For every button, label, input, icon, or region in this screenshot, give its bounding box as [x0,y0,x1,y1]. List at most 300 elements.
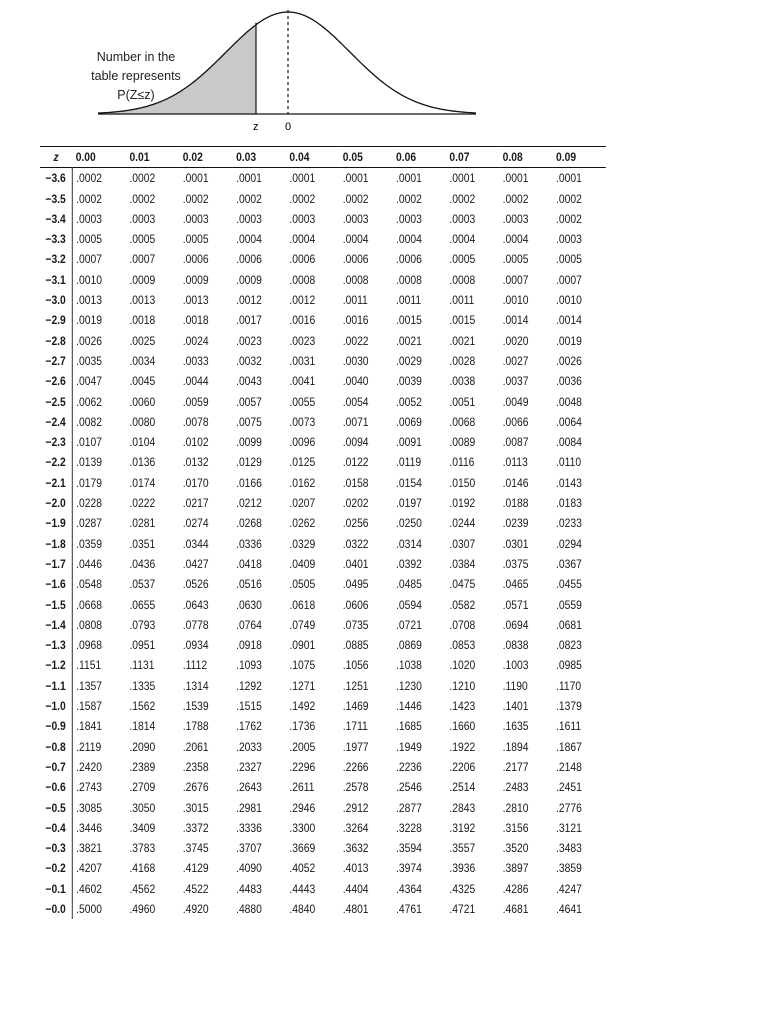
probability-cell: .2061 [182,739,209,754]
column-header: 0.09 [553,147,606,168]
probability-cell: .0022 [342,333,369,348]
row-z-value: −1.3 [40,635,72,655]
row-z-value: −3.6 [40,168,72,189]
probability-cell: .4602 [76,881,102,896]
row-z-value: −3.1 [40,270,72,290]
probability-cell: .1977 [342,739,369,754]
row-z-value: −2.0 [40,493,72,513]
row-z-value: −0.7 [40,757,72,777]
table-row [40,574,606,594]
probability-cell: .0010 [76,272,102,287]
probability-cell: .2643 [236,780,262,795]
probability-cell: .0002 [236,191,262,206]
probability-cell: .0044 [182,374,209,389]
probability-cell: .0119 [396,455,422,470]
table-row [40,209,606,229]
probability-cell: .1020 [449,658,476,673]
probability-cell: .0004 [396,232,422,247]
probability-cell: .1335 [129,678,156,693]
probability-cell: .0192 [449,496,476,511]
probability-cell: .2148 [556,759,582,774]
probability-cell: .0516 [236,577,262,592]
probability-cell: .2296 [289,759,316,774]
probability-cell: .0001 [236,171,262,186]
probability-cell: .0007 [502,272,529,287]
row-z-value: −2.9 [40,310,72,330]
row-z-value: −0.4 [40,818,72,838]
probability-cell: .4286 [502,881,529,896]
probability-cell: .0078 [182,414,209,429]
probability-cell: .3557 [449,841,476,856]
probability-cell: .0001 [502,171,529,186]
probability-cell: .0384 [449,556,476,571]
probability-cell: .1685 [396,719,422,734]
probability-cell: .0901 [289,638,316,653]
table-row [40,371,606,391]
probability-cell: .3264 [342,820,369,835]
probability-cell: .0003 [182,211,209,226]
probability-cell: .0475 [449,577,476,592]
probability-cell: .1210 [449,678,476,693]
probability-cell: .0018 [182,313,209,328]
probability-cell: .0250 [396,516,422,531]
probability-cell: .0048 [556,394,582,409]
probability-cell: .2912 [342,800,369,815]
probability-cell: .2981 [236,800,262,815]
table-row [40,229,606,249]
probability-cell: .0110 [556,455,582,470]
probability-cell: .0091 [396,435,422,450]
probability-cell: .0465 [502,577,529,592]
probability-cell: .4721 [449,901,476,916]
probability-cell: .0630 [236,597,262,612]
probability-cell: .0228 [76,496,102,511]
probability-cell: .0222 [129,496,156,511]
probability-cell: .4960 [129,901,156,916]
probability-cell: .0934 [182,638,209,653]
probability-cell: .2578 [342,780,369,795]
probability-cell: .0158 [342,475,369,490]
probability-cell: .0838 [502,638,529,653]
probability-cell: .2483 [502,780,529,795]
row-z-value: −0.9 [40,716,72,736]
row-z-value: −0.0 [40,899,72,919]
probability-cell: .0033 [182,353,209,368]
column-header: 0.07 [446,147,499,168]
probability-cell: .0006 [289,252,316,267]
probability-cell: .0002 [129,171,156,186]
probability-cell: .0281 [129,516,156,531]
table-row [40,676,606,696]
table-row [40,635,606,655]
table-row [40,412,606,432]
probability-cell: .3121 [556,820,582,835]
column-header: 0.03 [233,147,286,168]
table-row [40,737,606,757]
probability-cell: .0132 [182,455,209,470]
probability-cell: .0018 [129,313,156,328]
row-z-value: −3.5 [40,189,72,209]
probability-cell: .0505 [289,577,316,592]
probability-cell: .0013 [182,293,209,308]
probability-cell: .0001 [182,171,209,186]
probability-cell: .0008 [396,272,422,287]
row-z-value: −3.2 [40,249,72,269]
probability-cell: .0721 [396,617,422,632]
probability-cell: .0336 [236,536,262,551]
probability-cell: .0011 [342,293,368,308]
probability-cell: .0436 [129,556,156,571]
probability-cell: .0006 [182,252,209,267]
probability-cell: .0005 [129,232,156,247]
probability-cell: .0559 [556,597,582,612]
normal-curve-figure [40,0,540,140]
column-header: 0.02 [179,147,232,168]
table-row [40,615,606,635]
probability-cell: .1515 [236,699,262,714]
caption-line-1: Number in the [96,50,176,64]
table-row [40,270,606,290]
probability-cell: .1292 [236,678,262,693]
column-header: 0.04 [286,147,339,168]
probability-cell: .0052 [396,394,422,409]
probability-cell: .0274 [182,516,209,531]
probability-cell: .0035 [76,353,102,368]
probability-cell: .0062 [76,394,102,409]
probability-cell: .0029 [396,353,422,368]
probability-cell: .0008 [289,272,316,287]
probability-cell: .0054 [342,394,369,409]
probability-cell: .0548 [76,577,102,592]
table-row [40,899,606,919]
row-z-value: −2.8 [40,331,72,351]
probability-cell: .0023 [236,333,262,348]
probability-cell: .0202 [342,496,369,511]
probability-cell: .0006 [342,252,369,267]
probability-cell: .0217 [182,496,209,511]
probability-cell: .0287 [76,516,102,531]
probability-cell: .0082 [76,414,102,429]
probability-cell: .0041 [289,374,316,389]
probability-cell: .0006 [396,252,422,267]
probability-cell: .2676 [182,780,209,795]
row-z-value: −2.6 [40,371,72,391]
probability-cell: .0113 [502,455,528,470]
probability-cell: .2119 [76,739,102,754]
table-row [40,777,606,797]
probability-cell: .0329 [289,536,316,551]
probability-cell: .1492 [289,699,316,714]
probability-cell: .1922 [449,739,476,754]
probability-cell: .0409 [289,556,316,571]
probability-cell: .0011 [396,293,422,308]
probability-cell: .0009 [236,272,262,287]
probability-cell: .1251 [342,678,369,693]
probability-cell: .0019 [76,313,102,328]
probability-cell: .0039 [396,374,422,389]
row-z-value: −1.2 [40,655,72,675]
probability-cell: .2206 [449,759,476,774]
row-z-value: −2.7 [40,351,72,371]
probability-cell: .0869 [396,638,422,653]
probability-cell: .0049 [502,394,529,409]
table-row [40,696,606,716]
table-row [40,655,606,675]
probability-cell: .2327 [236,759,262,774]
probability-cell: .0069 [396,414,422,429]
probability-cell: .0020 [502,333,529,348]
probability-cell: .0055 [289,394,316,409]
probability-cell: .0019 [556,333,582,348]
probability-cell: .0793 [129,617,156,632]
probability-cell: .4522 [182,881,209,896]
probability-cell: .0002 [556,211,582,226]
probability-cell: .1075 [289,658,316,673]
probability-cell: .0016 [289,313,316,328]
probability-cell: .0197 [396,496,422,511]
probability-cell: .1762 [236,719,262,734]
probability-cell: .0002 [396,191,422,206]
probability-cell: .0001 [342,171,369,186]
probability-cell: .0606 [342,597,369,612]
probability-cell: .3050 [129,800,156,815]
probability-cell: .0034 [129,353,156,368]
zero-axis-label: 0 [285,121,292,133]
probability-cell: .3897 [502,861,529,876]
probability-cell: .3745 [182,841,209,856]
row-z-value: −1.1 [40,676,72,696]
probability-cell: .0294 [556,536,582,551]
probability-cell: .4247 [556,881,582,896]
row-z-value: −3.0 [40,290,72,310]
probability-cell: .0037 [502,374,529,389]
probability-cell: .4129 [182,861,209,876]
column-header: 0.00 [72,147,126,168]
probability-cell: .4562 [129,881,156,896]
probability-cell: .0005 [449,252,476,267]
row-z-value: −2.3 [40,432,72,452]
probability-cell: .0010 [556,293,582,308]
probability-cell: .0005 [182,232,209,247]
probability-cell: .1841 [76,719,102,734]
probability-cell: .0014 [556,313,582,328]
probability-cell: .2266 [342,759,369,774]
probability-cell: .0375 [502,556,529,571]
probability-cell: .0021 [396,333,422,348]
probability-cell: .0307 [449,536,476,551]
probability-cell: .1093 [236,658,262,673]
probability-cell: .3446 [76,820,102,835]
probability-cell: .2946 [289,800,316,815]
z-table [40,146,606,919]
probability-cell: .0012 [236,293,262,308]
probability-cell: .0655 [129,597,156,612]
probability-cell: .0256 [342,516,369,531]
probability-cell: .0002 [76,191,102,206]
probability-cell: .0045 [129,374,156,389]
probability-cell: .0038 [449,374,476,389]
probability-cell: .0012 [289,293,316,308]
probability-cell: .3859 [556,861,582,876]
probability-cell: .0011 [449,293,475,308]
probability-cell: .3409 [129,820,156,835]
probability-cell: .0005 [76,232,102,247]
row-z-value: −1.9 [40,513,72,533]
probability-cell: .1038 [396,658,422,673]
probability-cell: .4920 [182,901,209,916]
probability-cell: .3483 [556,841,582,856]
probability-cell: .1867 [556,739,582,754]
probability-cell: .0059 [182,394,209,409]
probability-cell: .1003 [502,658,529,673]
table-row [40,595,606,615]
probability-cell: .0075 [236,414,262,429]
probability-cell: .0051 [449,394,476,409]
figure-caption [86,48,186,105]
probability-cell: .0016 [342,313,369,328]
probability-cell: .0495 [342,577,369,592]
probability-cell: .0057 [236,394,262,409]
probability-cell: .0446 [76,556,102,571]
probability-cell: .0008 [449,272,476,287]
probability-cell: .0162 [289,475,316,490]
probability-cell: .0314 [396,536,422,551]
probability-cell: .4168 [129,861,156,876]
probability-cell: .0002 [76,171,102,186]
probability-cell: .1230 [396,678,422,693]
probability-cell: .0268 [236,516,262,531]
probability-cell: .3192 [449,820,476,835]
probability-cell: .4052 [289,861,316,876]
probability-cell: .0668 [76,597,102,612]
probability-cell: .1587 [76,699,102,714]
row-z-value: −0.3 [40,838,72,858]
probability-cell: .2389 [129,759,156,774]
table-row [40,310,606,330]
probability-cell: .0392 [396,556,422,571]
probability-cell: .0002 [449,191,476,206]
probability-cell: .0427 [182,556,209,571]
table-row [40,513,606,533]
probability-cell: .0749 [289,617,316,632]
probability-cell: .4090 [236,861,262,876]
row-z-value: −0.2 [40,858,72,878]
probability-cell: .1711 [342,719,368,734]
probability-cell: .0778 [182,617,209,632]
probability-cell: .0262 [289,516,316,531]
row-z-value: −1.8 [40,534,72,554]
probability-cell: .0001 [556,171,582,186]
probability-cell: .3632 [342,841,369,856]
probability-cell: .0003 [342,211,369,226]
probability-cell: .1635 [502,719,529,734]
probability-cell: .0104 [129,435,156,450]
column-header: 0.08 [499,147,552,168]
probability-cell: .3821 [76,841,102,856]
probability-cell: .0735 [342,617,369,632]
probability-cell: .0009 [182,272,209,287]
probability-cell: .0166 [236,475,262,490]
probability-cell: .4761 [396,901,422,916]
probability-cell: .0764 [236,617,262,632]
probability-cell: .1357 [76,678,102,693]
probability-cell: .1271 [289,678,316,693]
row-z-value: −0.5 [40,798,72,818]
probability-cell: .0080 [129,414,156,429]
probability-cell: .0571 [502,597,529,612]
probability-cell: .4840 [289,901,316,916]
probability-cell: .0179 [76,475,102,490]
probability-cell: .0116 [449,455,475,470]
table-row [40,716,606,736]
probability-cell: .2358 [182,759,209,774]
probability-cell: .1151 [76,658,102,673]
probability-cell: .0007 [76,252,102,267]
table-row [40,168,606,189]
probability-cell: .1814 [129,719,156,734]
table-row [40,757,606,777]
probability-cell: .0089 [449,435,476,450]
probability-cell: .0026 [76,333,102,348]
probability-cell: .0030 [342,353,369,368]
probability-cell: .1894 [502,739,529,754]
probability-cell: .0150 [449,475,476,490]
probability-cell: .0129 [236,455,262,470]
row-z-value: −2.4 [40,412,72,432]
probability-cell: .0351 [129,536,156,551]
probability-cell: .0071 [342,414,369,429]
probability-cell: .0021 [449,333,476,348]
probability-cell: .3974 [396,861,422,876]
probability-cell: .0005 [502,252,529,267]
probability-cell: .0031 [289,353,316,368]
probability-cell: .0015 [449,313,476,328]
probability-cell: .0027 [502,353,529,368]
row-z-value: −1.7 [40,554,72,574]
probability-cell: .1949 [396,739,422,754]
probability-cell: .0084 [556,435,582,450]
probability-cell: .0001 [289,171,316,186]
probability-cell: .0004 [236,232,262,247]
column-header: 0.01 [126,147,179,168]
row-z-value: −1.6 [40,574,72,594]
probability-cell: .0040 [342,374,369,389]
probability-cell: .0023 [289,333,316,348]
table-row [40,879,606,899]
probability-cell: .0322 [342,536,369,551]
probability-cell: .1056 [342,658,369,673]
probability-cell: .3669 [289,841,316,856]
probability-cell: .0002 [289,191,316,206]
probability-cell: .0025 [129,333,156,348]
probability-cell: .1611 [556,719,582,734]
probability-cell: .0233 [556,516,582,531]
probability-cell: .3300 [289,820,316,835]
probability-cell: .0003 [236,211,262,226]
z-column-header: z [40,147,72,168]
probability-cell: .0239 [502,516,529,531]
row-z-value: −1.0 [40,696,72,716]
probability-cell: .3156 [502,820,529,835]
probability-cell: .0036 [556,374,582,389]
probability-cell: .0985 [556,658,582,673]
probability-cell: .0003 [289,211,316,226]
probability-cell: .0107 [76,435,102,450]
probability-cell: .0002 [182,191,209,206]
probability-cell: .4207 [76,861,102,876]
probability-cell: .2776 [556,800,582,815]
probability-cell: .0002 [342,191,369,206]
